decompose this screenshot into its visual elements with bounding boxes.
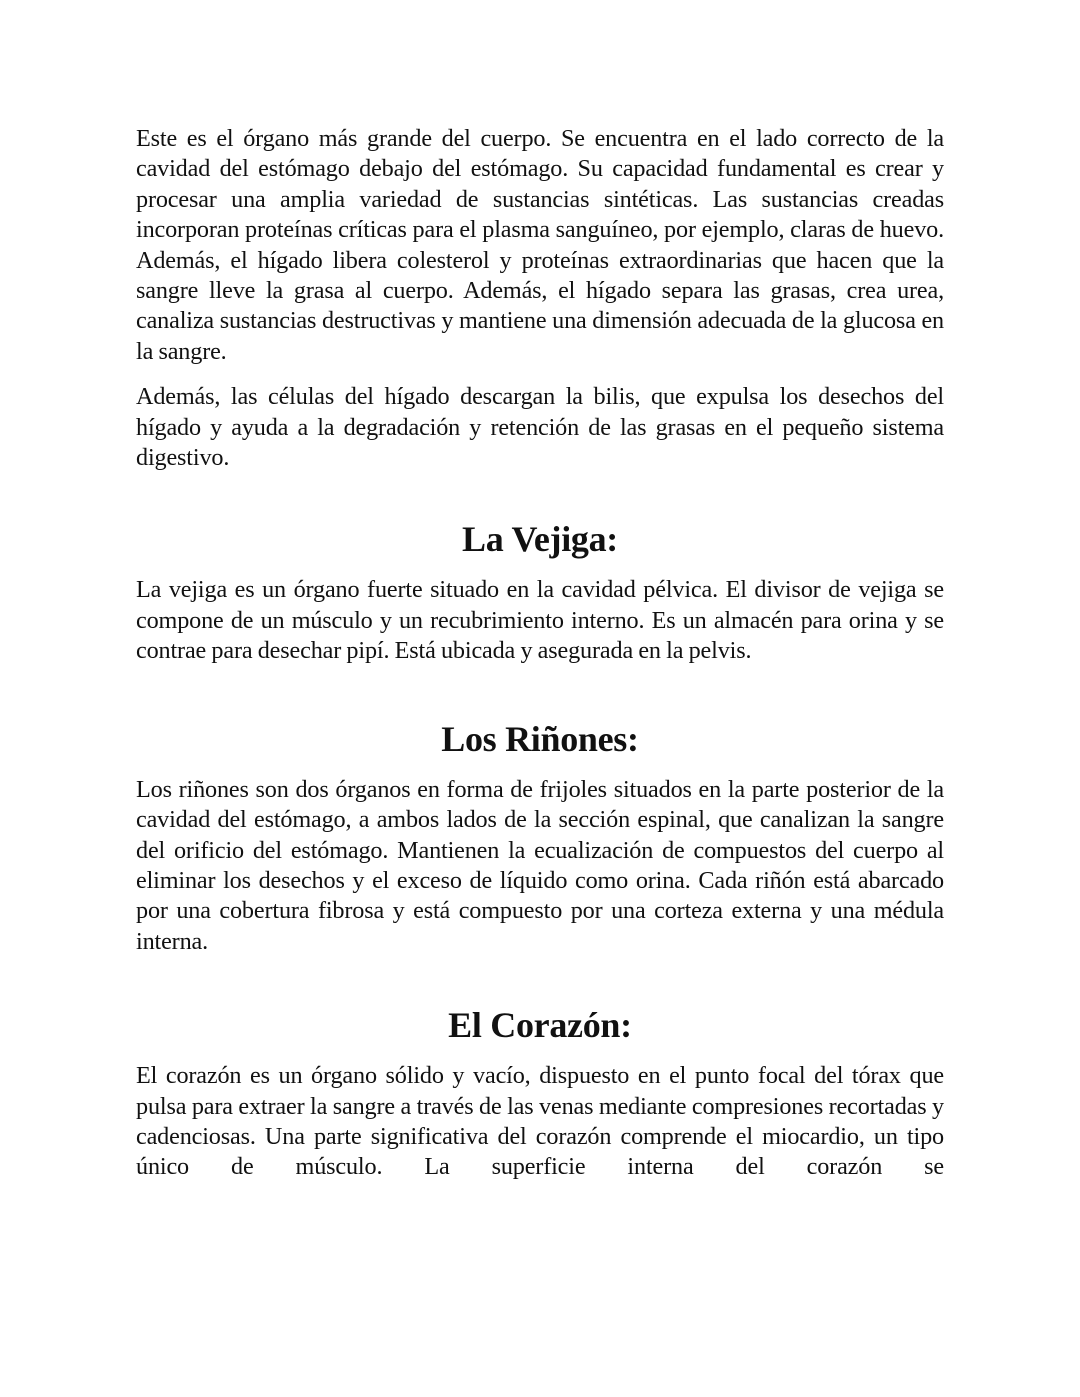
section-paragraph-rinones: Los riñones son dos órganos en forma de frijoles situados en la parte posterior de la cavidad del estómago, a ambos lados de la sección espinal, que canalizan la sangre del orificio del estómago. Mantienen la ecualización de compuestos del cuerpo al eliminar los desechos y el exceso de líquido como orina. Cada riñón está abarcado por una cobertura fibrosa y está compuesto por una corteza externa y una médula interna. [136, 775, 944, 955]
section-heading-rinones: Los Riñones: [441, 718, 639, 759]
intro-paragraph-liver: Este es el órgano más grande del cuerpo. Se encuentra en el lado correcto de la cavidad del estómago debajo del estómago. Su capacidad fundamental es crear y procesar una amplia variedad de sustancias sintéticas. Las sustancias creadas incorporan proteínas críticas para el plasma sanguíneo, por ejemplo, claras de huevo. Además, el hígado libera colesterol y proteínas extraordinarias que hacen que la sangre lleve la grasa al cuerpo. Además, el hígado separa las grasas, crea urea, canaliza sustancias destructivas y mantiene una dimensión adecuada de la glucosa en la sangre. [136, 125, 944, 365]
section-corazon [136, 1005, 944, 1183]
section-paragraph-corazon: El corazón es un órgano sólido y vacío, dispuesto en el punto focal del tórax que pulsa para extraer la sangre a través de las venas mediante compresiones recortadas y cadenciosas. Una parte significativa del corazón comprende el miocardio, un tipo único de músculo. La superficie interna del corazón se [136, 1062, 944, 1181]
section-paragraph-vejiga: La vejiga es un órgano fuerte situado en la cavidad pélvica. El divisor de vejiga se compone de un músculo y un recubrimiento interno. Es un almacén para orina y se contrae para desechar pipí. Está ubicada y asegurada en la pelvis. [136, 576, 944, 665]
intro-section [136, 124, 944, 473]
intro-paragraph-bile: Además, las células del hígado descargan la bilis, que expulsa los desechos del hígado y ayuda a la degradación y retención de las grasas en el pequeño sistema digestivo. [136, 383, 944, 472]
document-page [136, 124, 944, 1183]
section-heading-vejiga: La Vejiga: [461, 519, 618, 560]
section-rinones [136, 719, 944, 957]
section-heading-corazon: El Corazón: [448, 1005, 632, 1046]
section-vejiga [136, 519, 944, 666]
